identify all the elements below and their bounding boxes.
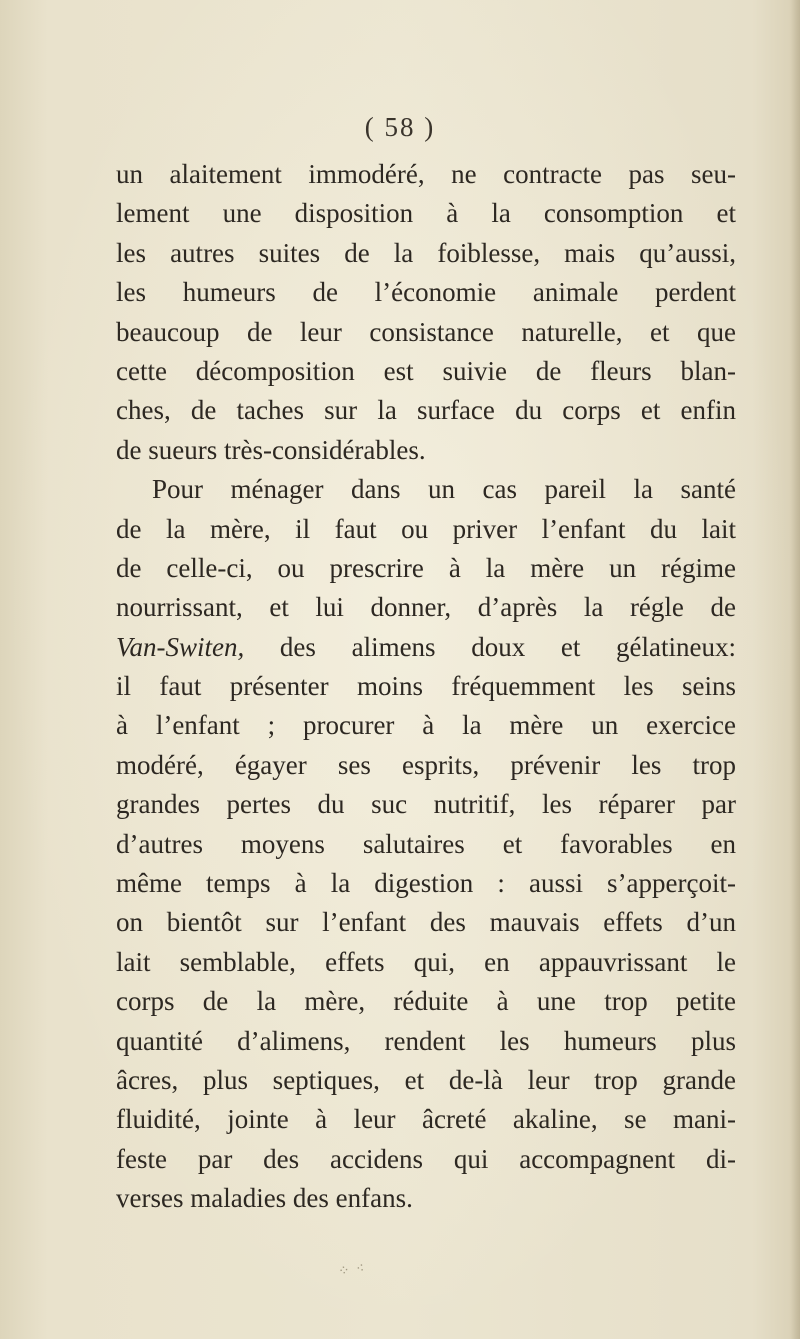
text-line: d’autres moyens salutaires et favorables en <box>116 828 736 859</box>
ink-specks: ⁘ ⁖ <box>337 1260 367 1280</box>
text-line-rest: des alimens doux et gélatineux: <box>279 631 736 662</box>
text-line: ches, de taches sur la surface du corps et enfin <box>116 395 736 426</box>
text-line: lait semblable, effets qui, en appauvrissant le <box>116 946 736 977</box>
text-line: cette décomposition est suivie de fleurs blan- <box>116 355 736 386</box>
text-line: beaucoup de leur consistance naturelle, et que <box>116 316 736 347</box>
text-line <box>116 628 736 667</box>
text-line: corps de la mère, réduite à une trop petite <box>116 986 736 1017</box>
text-line: on bientôt sur l’enfant des mauvais effets d’un <box>116 907 736 938</box>
text-line: nourrissant, et lui donner, d’après la régle de <box>116 592 736 623</box>
text-line: lement une disposition à la consomption et <box>116 198 736 229</box>
text-line: fluidité, jointe à leur âcreté akaline, se mani- <box>116 1104 736 1135</box>
text-line: de sueurs très-considérables. <box>116 434 426 465</box>
text-line: les humeurs de l’économie animale perdent <box>116 277 736 308</box>
text-line: un alaitement immodéré, ne contracte pas seu- <box>116 159 736 189</box>
page-edge-shadow <box>790 0 800 1339</box>
body-text <box>116 155 736 1219</box>
page-number: ( 58 ) <box>364 112 436 142</box>
text-line: quantité d’alimens, rendent les humeurs plus <box>116 1025 736 1056</box>
text-line: Pour ménager dans un cas pareil la santé <box>152 474 736 505</box>
text-line: feste par des accidens qui accompagnent di- <box>116 1143 736 1174</box>
text-line: il faut présenter moins fréquemment les seins <box>116 671 736 702</box>
text-line: de celle-ci, ou prescrire à la mère un régime <box>116 552 736 583</box>
text-line: à l’enfant ; procurer à la mère un exercice <box>116 710 736 741</box>
text-line: verses maladies des enfans. <box>116 1183 413 1214</box>
text-line: même temps à la digestion : aussi s’apperçoit- <box>116 868 736 899</box>
text-line: les autres suites de la foiblesse, mais qu’aussi, <box>116 237 736 268</box>
text-line: de la mère, il faut ou priver l’enfant du lait <box>116 513 736 544</box>
text-line: modéré, égayer ses esprits, prévenir les trop <box>116 749 736 780</box>
text-line: grandes pertes du suc nutritif, les réparer par <box>116 789 736 820</box>
text-line: âcres, plus septiques, et de-là leur trop grande <box>116 1064 736 1095</box>
italic-name: Van-Switen, <box>116 631 245 662</box>
